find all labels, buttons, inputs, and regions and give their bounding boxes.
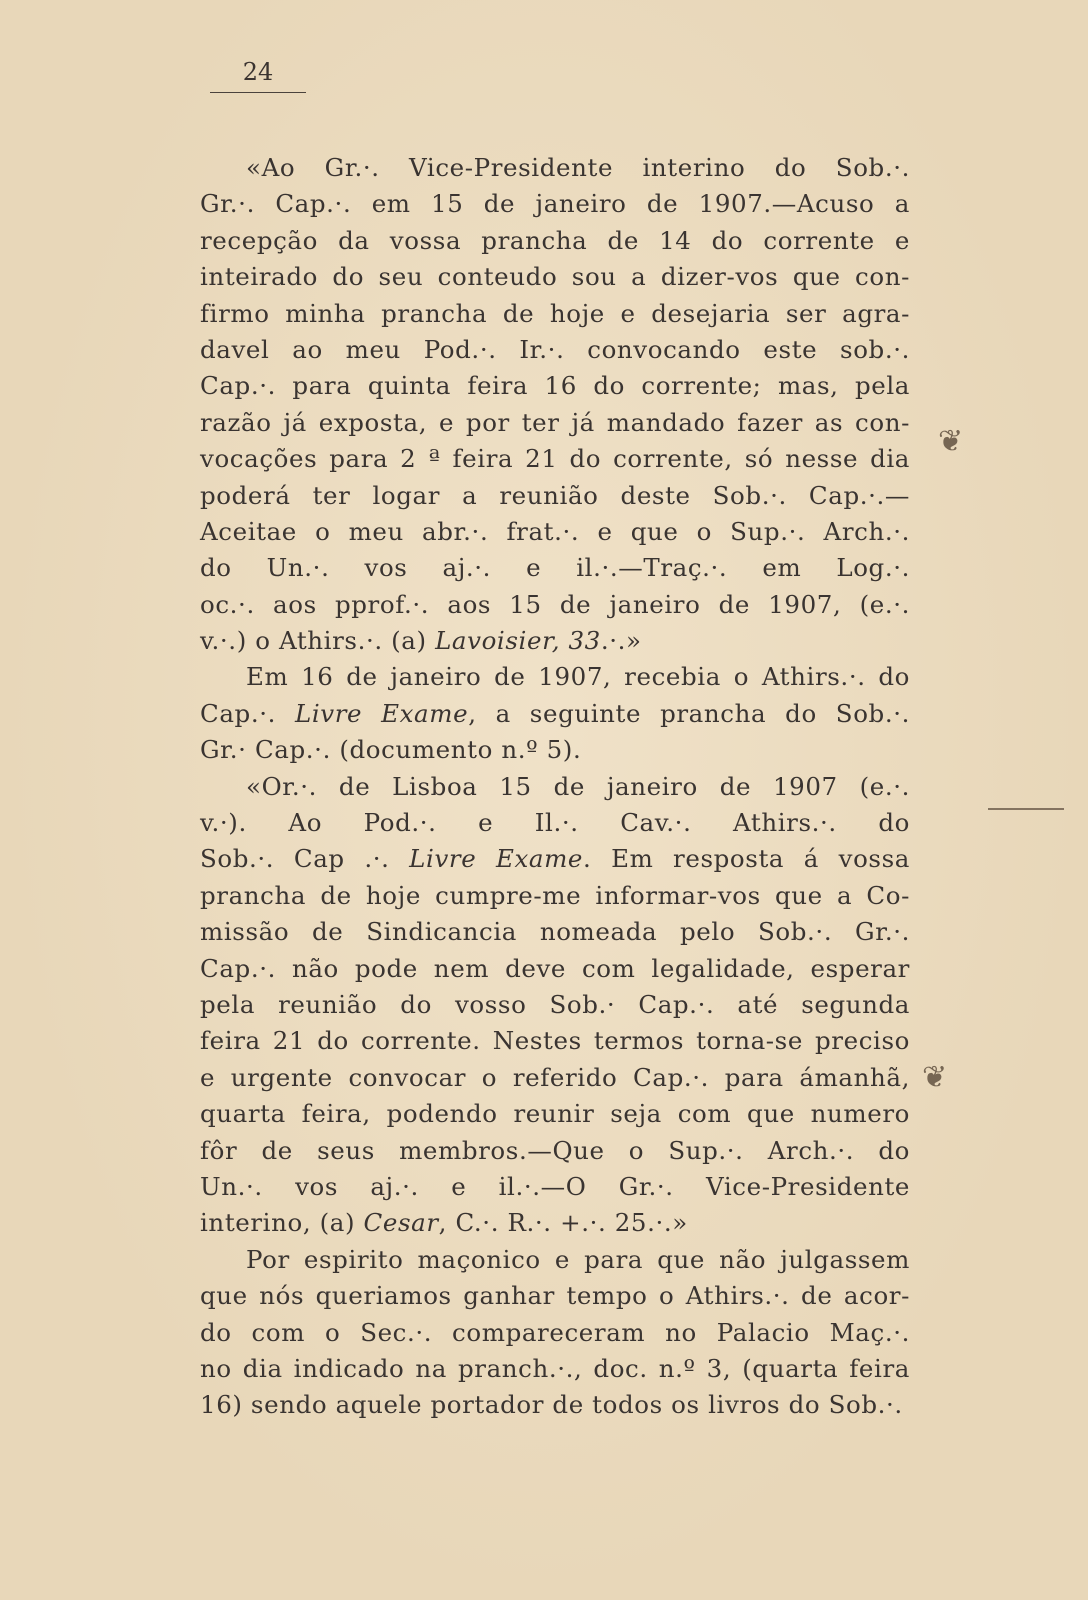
text-line: «Ao Gr.·. Vice-Presidente interino do Sob.·. bbox=[246, 153, 910, 182]
text-line: recepção da vossa prancha de 14 do corrente e bbox=[200, 225, 910, 255]
text-line: pela reunião do vosso Sob.· Cap.·. até segunda bbox=[200, 989, 910, 1019]
text-line bbox=[200, 696, 910, 732]
text-line: missão de Sindicancia nomeada pelo Sob.·. Gr.·. bbox=[200, 917, 910, 947]
text-line: quarta feira, podendo reunir seja com que numero bbox=[200, 1099, 910, 1129]
text-line bbox=[200, 841, 910, 877]
text-line: inteirado do seu conteudo sou a dizer-vos que con- bbox=[200, 262, 910, 292]
text-line: v.·). Ao Pod.·. e Il.·. Cav.·. Athirs.·. do bbox=[200, 808, 910, 838]
text-line: do Un.·. vos aj.·. e il.·.—Traç.·. em Log.·. bbox=[200, 553, 910, 583]
text-segment: , C.·. R.·. +.·. 25.·.» bbox=[438, 1208, 688, 1238]
body-text bbox=[200, 150, 910, 1424]
text-line: Cap.·. não pode nem deve com legalidade, esperar bbox=[200, 953, 910, 983]
text-line: no dia indicado na pranch.·., doc. n.º 3, (quarta feira bbox=[200, 1353, 910, 1383]
text-line: razão já exposta, e por ter já mandado fazer as con- bbox=[200, 407, 910, 437]
text-line bbox=[200, 1205, 910, 1241]
text-line: Gr.·. Cap.·. em 15 de janeiro de 1907.—Acuso a bbox=[200, 189, 910, 219]
italic-text: Livre Exame bbox=[409, 844, 584, 874]
text-line: que nós queriamos ganhar tempo o Athirs.·. de acor- bbox=[200, 1281, 910, 1311]
text-line: Cap.·. para quinta feira 16 do corrente; mas, pela bbox=[200, 371, 910, 401]
text-line: prancha de hoje cumpre-me informar-vos que a Co- bbox=[200, 880, 910, 910]
text-line: fôr de seus membros.—Que o Sup.·. Arch.·. do bbox=[200, 1135, 910, 1165]
text-line: oc.·. aos pprof.·. aos 15 de janeiro de 1907, (e.·. bbox=[200, 589, 910, 619]
text-segment: . Em resposta á vossa bbox=[583, 844, 910, 874]
text-line: «Or.·. de Lisboa 15 de janeiro de 1907 (e.·. bbox=[246, 771, 910, 801]
italic-text: Lavoisier, 33 bbox=[435, 626, 601, 656]
edge-mark-line bbox=[988, 808, 1064, 810]
text-line: Por espirito maçonico e para que não julgassem bbox=[246, 1244, 910, 1274]
text-line: 16) sendo aquele portador de todos os livros do Sob.·. bbox=[200, 1390, 903, 1420]
page-number: 24 bbox=[210, 58, 306, 93]
text-line: vocações para 2 ª feira 21 do corrente, só nesse dia bbox=[200, 444, 910, 474]
text-line: Aceitae o meu abr.·. frat.·. e que o Sup.·. Arch.·. bbox=[200, 516, 910, 546]
text-segment: Cap.·. bbox=[200, 698, 295, 728]
printer-ornament-mark: ❦ bbox=[938, 424, 964, 459]
text-line: feira 21 do corrente. Nestes termos torna-se preciso bbox=[200, 1026, 910, 1056]
text-line: do com o Sec.·. compareceram no Palacio Maç.·. bbox=[200, 1317, 910, 1347]
italic-text: Livre Exame bbox=[295, 698, 469, 728]
printer-ornament-mark: ❦ bbox=[922, 1060, 948, 1095]
text-line bbox=[200, 623, 910, 659]
text-line: Un.·. vos aj.·. e il.·.—O Gr.·. Vice-Presidente bbox=[200, 1171, 910, 1201]
text-segment: .·.» bbox=[600, 626, 642, 656]
text-segment: v.·.) o Athirs.·. (a) bbox=[200, 626, 436, 656]
text-segment: , a seguinte prancha do Sob.·. bbox=[468, 698, 910, 728]
text-line: e urgente convocar o referido Cap.·. para ámanhã, bbox=[200, 1062, 910, 1092]
text-line: firmo minha prancha de hoje e desejaria ser agra- bbox=[200, 298, 910, 328]
italic-text: Cesar bbox=[363, 1208, 439, 1238]
text-line: davel ao meu Pod.·. Ir.·. convocando este sob.·. bbox=[200, 334, 910, 364]
text-segment: Sob.·. Cap .·. bbox=[200, 844, 410, 874]
text-line: poderá ter logar a reunião deste Sob.·. Cap.·.— bbox=[200, 480, 910, 510]
text-line: Gr.· Cap.·. (documento n.º 5). bbox=[200, 735, 582, 765]
text-line: Em 16 de janeiro de 1907, recebia o Athirs.·. do bbox=[246, 662, 910, 692]
text-segment: interino, (a) bbox=[200, 1208, 364, 1238]
